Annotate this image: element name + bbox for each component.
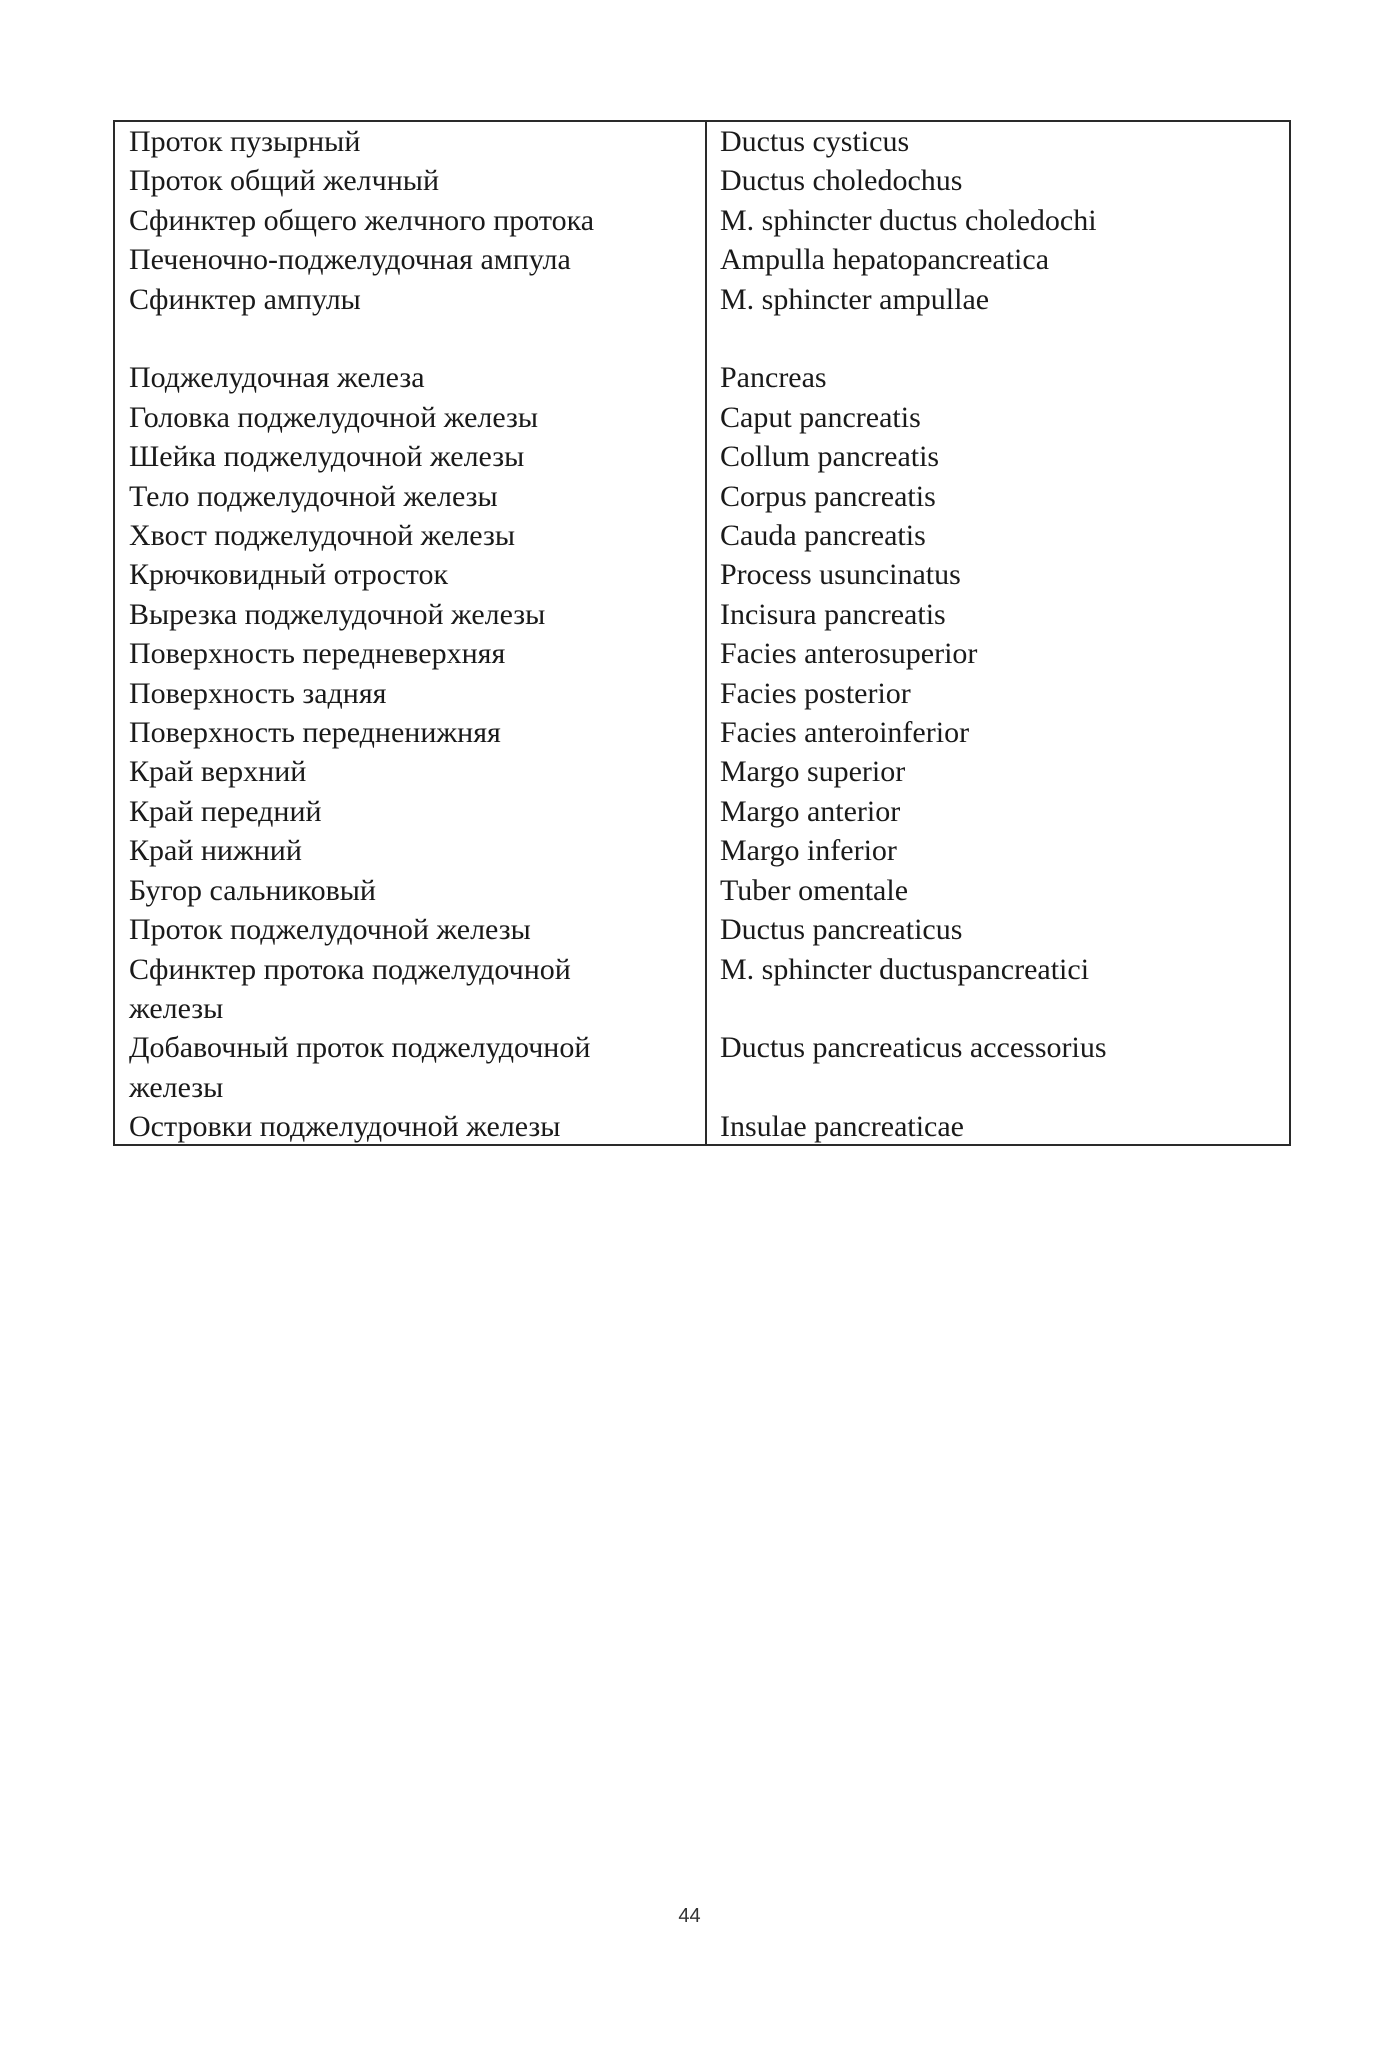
latin-term: Facies anterosuperior: [720, 637, 978, 671]
latin-term: Facies posterior: [720, 676, 911, 710]
latin-term: Insulae pancreaticae: [720, 1110, 964, 1144]
latin-term: Ductus pancreaticus: [720, 913, 963, 947]
latin-term: Caput pancreatis: [720, 400, 921, 434]
russian-term: Край верхний: [129, 755, 307, 789]
blank-line: [129, 319, 699, 358]
russian-term: Тело поджелудочной железы: [129, 479, 498, 513]
latin-term: Incisura pancreatis: [720, 597, 946, 631]
latin-term: Ampulla hepatopancreatica: [720, 243, 1050, 277]
latin-term: Margo inferior: [720, 834, 897, 868]
latin-term: Process usuncinatus: [720, 558, 961, 592]
russian-terms-column: [129, 122, 699, 1144]
russian-term: Вырезка поджелудочной железы: [129, 597, 546, 631]
russian-term-continuation: железы: [129, 1070, 224, 1104]
russian-term: Поверхность задняя: [129, 676, 387, 710]
russian-term: Поверхность передненижняя: [129, 716, 501, 750]
russian-term: Шейка поджелудочной железы: [129, 440, 525, 474]
russian-term: Бугор сальниковый: [129, 873, 376, 907]
page-number: 44: [678, 1905, 701, 1927]
latin-term: Ductus choledochus: [720, 164, 963, 198]
russian-term: Крючковидный отросток: [129, 558, 449, 592]
russian-term: Поверхность передневерхняя: [129, 637, 506, 671]
russian-term: Добавочный проток поджелудочной: [129, 1031, 591, 1065]
russian-term: Проток поджелудочной железы: [129, 913, 531, 947]
russian-term: Край нижний: [129, 834, 302, 868]
russian-term: Хвост поджелудочной железы: [129, 519, 515, 553]
russian-term: Край передний: [129, 794, 322, 828]
blank-line: [720, 989, 1280, 1028]
latin-term: Margo superior: [720, 755, 906, 789]
russian-term: Проток общий желчный: [129, 164, 440, 198]
latin-term: M. sphincter ductuspancreatici: [720, 952, 1090, 986]
russian-term: Сфинктер ампулы: [129, 282, 361, 316]
latin-term: Facies anteroinferior: [720, 716, 970, 750]
latin-term: Tuber omentale: [720, 873, 909, 907]
latin-term: Corpus pancreatis: [720, 479, 936, 513]
russian-term-continuation: железы: [129, 991, 224, 1025]
latin-term: Ductus pancreaticus accessorius: [720, 1031, 1107, 1065]
latin-term: Cauda pancreatis: [720, 519, 926, 553]
latin-term: Ductus cysticus: [720, 125, 910, 158]
blank-line: [720, 1068, 1280, 1107]
russian-term: Проток пузырный: [129, 125, 361, 158]
latin-term: Margo anterior: [720, 794, 901, 828]
russian-term: Поджелудочная железа: [129, 361, 425, 395]
russian-term: Сфинктер общего желчного протока: [129, 203, 595, 237]
latin-term: Collum pancreatis: [720, 440, 940, 474]
latin-term: M. sphincter ampullae: [720, 282, 990, 316]
russian-term: Сфинктер протока поджелудочной: [129, 952, 571, 986]
latin-term: Pancreas: [720, 361, 827, 395]
russian-term: Головка поджелудочной железы: [129, 400, 539, 434]
russian-term: Печеночно-поджелудочная ампула: [129, 243, 571, 277]
column-divider: [705, 122, 707, 1144]
blank-line: [720, 319, 1280, 358]
terminology-table: [113, 120, 1291, 1146]
latin-term: M. sphincter ductus choledochi: [720, 203, 1097, 237]
latin-terms-column: [720, 122, 1280, 1144]
russian-term: Островки поджелудочной железы: [129, 1110, 561, 1144]
